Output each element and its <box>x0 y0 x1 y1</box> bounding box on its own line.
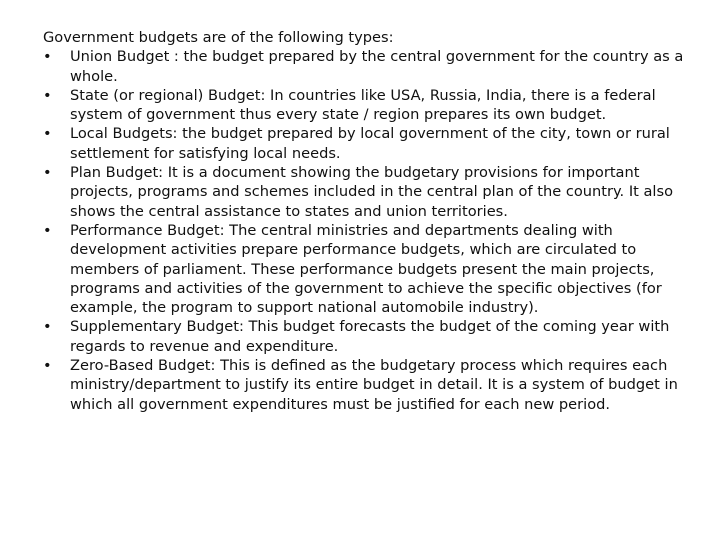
list-item-text: Union Budget : the budget prepared by the central government for the country as a whole. <box>70 48 684 85</box>
list-item-text: Zero-Based Budget: This is defined as the budgetary process which requires each ministry/department to justify its entire budget in detail. It is a system of budget in which all government expenditures must be justified for each new period. <box>70 357 678 413</box>
list-item <box>43 356 688 414</box>
bullet-icon: • <box>43 357 52 375</box>
budget-types-list <box>43 47 688 414</box>
text-body <box>43 28 688 414</box>
list-item <box>43 124 688 163</box>
list-item <box>43 163 688 221</box>
list-item-text: Performance Budget: The central ministries and departments dealing with development activities prepare performance budgets, which are circulated to members of parliament. These performance budgets present the main projects, programs and activities of the government to achieve the specific objectives (for example, the program to support national automobile industry). <box>70 221 662 317</box>
bullet-icon: • <box>43 164 52 182</box>
list-item <box>43 86 688 125</box>
bullet-icon: • <box>43 125 52 143</box>
bullet-icon: • <box>43 318 52 336</box>
bullet-icon: • <box>43 221 52 239</box>
list-item <box>43 221 688 317</box>
list-item-text: Supplementary Budget: This budget forecasts the budget of the coming year with regards to revenue and expenditure. <box>70 318 670 355</box>
bullet-icon: • <box>43 48 52 66</box>
intro-text: Government budgets are of the following types: <box>43 29 394 46</box>
list-item-text: Local Budgets: the budget prepared by local government of the city, town or rural settlement for satisfying local needs. <box>70 125 670 162</box>
list-item-text: State (or regional) Budget: In countries like USA, Russia, India, there is a federal system of government thus every state / region prepares its own budget. <box>70 86 656 124</box>
list-item <box>43 317 688 356</box>
bullet-icon: • <box>43 86 52 104</box>
list-item-text: Plan Budget: It is a document showing the budgetary provisions for important projects, programs and schemes included in the central plan of the country. It also shows the central assistance to states and union territories. <box>70 164 674 220</box>
list-item <box>43 47 688 86</box>
